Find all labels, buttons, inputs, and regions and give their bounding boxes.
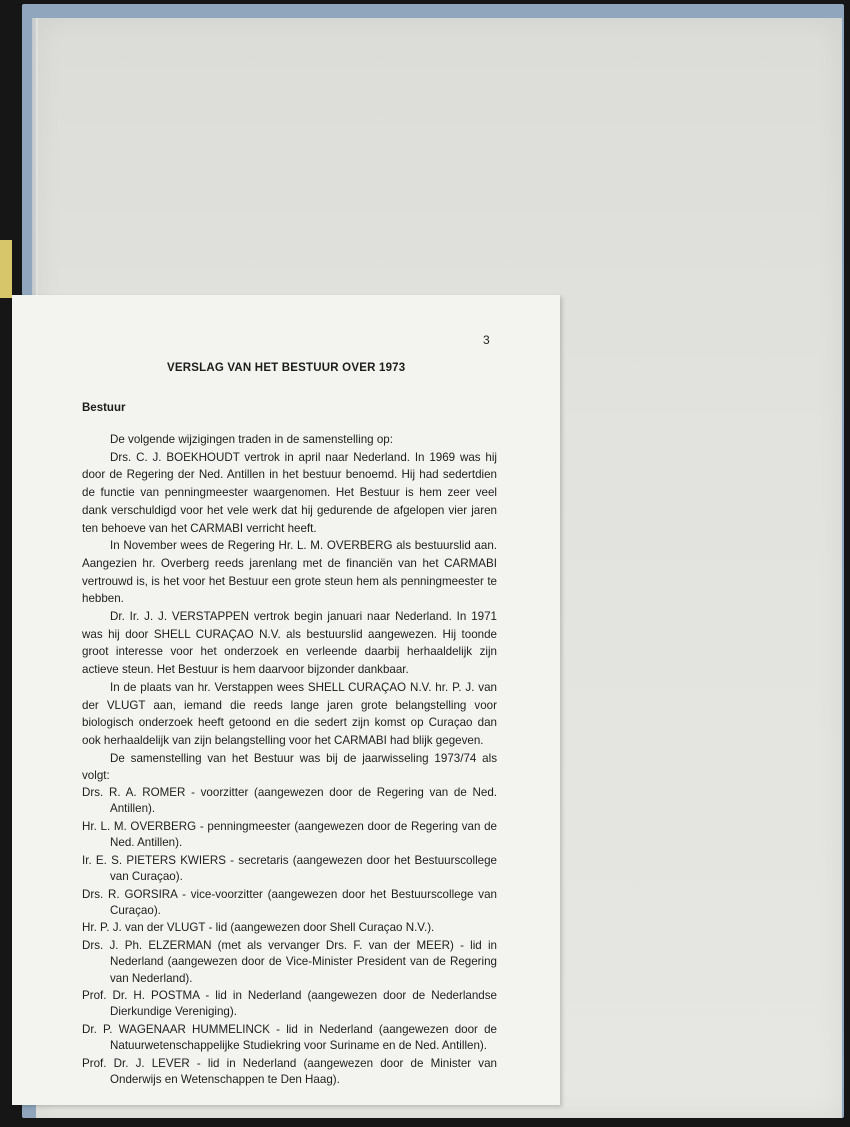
list-item: Ir. E. S. PIETERS KWIERS - secretaris (aangewezen door het Bestuurscollege van Curaçao). <box>82 853 497 884</box>
paragraph: In November wees de Regering Hr. L. M. OVERBERG als bestuurslid aan. Aangezien hr. Overberg reeds jarenlang met de financiën van het CARMABI vertrouwd is, is het voor het Bestuur een grote steun hem als penningmeester te hebben. <box>82 539 497 606</box>
paragraph: In de plaats van hr. Verstappen wees SHELL CURAÇAO N.V. hr. P. J. van der VLUGT aan, iemand die reeds lange jaren grote belangstelling voor biologisch onderzoek heeft getoond en die sedert zijn komst op Curaçao dan ook herhaaldelijk van zijn belangstelling voor het CARMABI had blijk gegeven. <box>82 680 497 747</box>
list-item: Prof. Dr. J. LEVER - lid in Nederland (aangewezen door de Minister van Onderwijs en Wetenschappen te Den Haag). <box>82 1056 497 1086</box>
list-item: Dr. P. WAGENAAR HUMMELINCK - lid in Nederland (aangewezen door de Natuurwetenschappelijke Studiekring voor Suriname en de Ned. Antillen). <box>82 1022 497 1053</box>
paragraph: De volgende wijzigingen traden in de samenstelling op: <box>110 433 393 446</box>
paragraph: Drs. C. J. BOEKHOUDT vertrok in april naar Nederland. In 1969 was hij door de Regering der Ned. Antillen in het bestuur benoemd. Hij had sedertdien de functie van penningmeester waargenomen. Het Bestuur is hem zeer veel dank verschuldigd voor het vele werk dat hij gedurende de afgelopen vier jaren ten behoeve van het CARMABI verricht heeft. <box>82 450 497 535</box>
back-sheet-fold <box>32 18 38 298</box>
board-member-list <box>82 785 497 1088</box>
paragraph: De samenstelling van het Bestuur was bij de jaarwisseling 1973/74 als volgt: <box>82 751 497 783</box>
list-item: Hr. P. J. van der VLUGT - lid (aangewezen door Shell Curaçao N.V.). <box>82 921 435 935</box>
page-number: 3 <box>483 333 490 347</box>
page-title: VERSLAG VAN HET BESTUUR OVER 1973 <box>167 362 406 374</box>
paragraph: Dr. Ir. J. J. VERSTAPPEN vertrok begin januari naar Nederland. In 1971 was hij door SHELL CURAÇAO N.V. als bestuurslid aangewezen. Hij toonde groot interesse voor het onderzoek en verleende daarbij herhaaldelijk zijn actieve steun. Het Bestuur is hem daarvoor bijzonder dankbaar. <box>82 610 497 677</box>
section-heading: Bestuur <box>82 402 126 414</box>
list-item: Hr. L. M. OVERBERG - penningmeester (aangewezen door de Regering van de Ned. Antillen). <box>82 819 497 850</box>
list-item: Drs. J. Ph. ELZERMAN (met als vervanger Drs. F. van der MEER) - lid in Nederland (aangewezen door de Vice-Minister President van de Regering van Nederland). <box>82 938 497 985</box>
front-page <box>12 295 560 1105</box>
list-item: Drs. R. A. ROMER - voorzitter (aangewezen door de Regering van de Ned. Antillen). <box>82 786 497 816</box>
spine-tape-mark <box>0 240 12 298</box>
list-item: Drs. R. GORSIRA - vice-voorzitter (aangewezen door het Bestuurscollege van Curaçao). <box>82 887 497 917</box>
body-text <box>82 431 497 1089</box>
list-item: Prof. Dr. H. POSTMA - lid in Nederland (aangewezen door de Nederlandse Dierkundige Vereniging). <box>82 988 497 1019</box>
